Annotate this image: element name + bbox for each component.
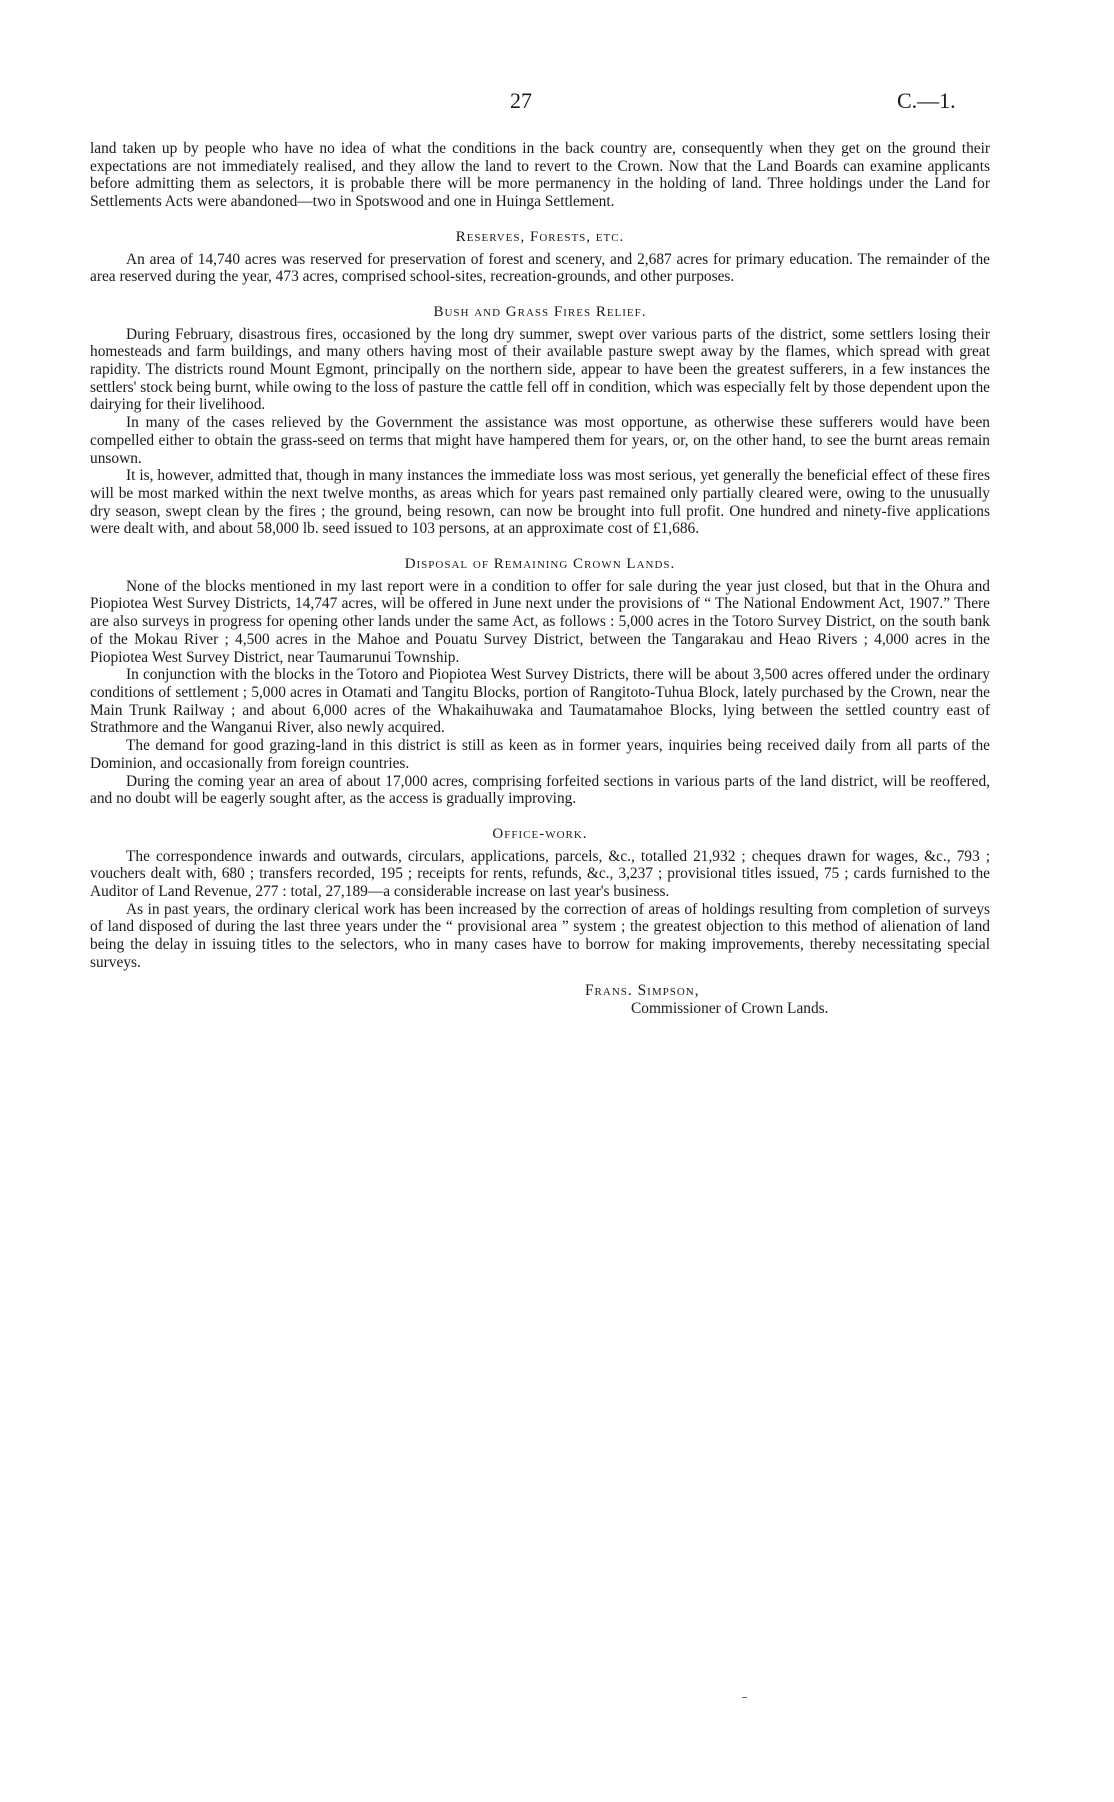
paragraph: In many of the cases relieved by the Government the assistance was most opportune, as otherwise these sufferers would have been compelled either to obtain the grass-seed on terms that might have hampered them for years, or, on the other hand, to see the burnt areas remain unsown. bbox=[90, 414, 990, 467]
opening-paragraph: land taken up by people who have no idea of what the conditions in the back country are, consequently when they get on the ground their expectations are not immediately realised, and they allow the land to revert to the Crown. Now that the Land Boards can examine applicants before admitting them as selectors, it is probable there will be more permanency in the holding of land. Three holdings under the Land for Settlements Acts were abandoned—two in Spotswood and one in Huinga Settlement. bbox=[90, 140, 990, 211]
section-heading-office-work: Office-work. bbox=[492, 825, 588, 842]
scan-mark bbox=[742, 1697, 747, 1698]
paragraph: As in past years, the ordinary clerical work has been increased by the correction of areas of holdings resulting from completion of surveys of land disposed of during the last three years under the “ provisional area ” system ; the greatest objection to this method of alienation of land being the delay in issuing titles to the selectors, who in many cases have to borrow for making improvements, thereby necessitating special surveys. bbox=[90, 900, 990, 971]
paragraph: An area of 14,740 acres was reserved for preservation of forest and scenery, and 2,687 acres for primary education. The remainder of the area reserved during the year, 473 acres, comprised school-sites, recreation-grounds, and other purposes. bbox=[90, 250, 990, 286]
paragraph: It is, however, admitted that, though in many instances the immediate loss was most serious, yet generally the beneficial effect of these fires will be most marked within the next twelve months, as areas which for years past remained only partially cleared were, owing to the unusually dry season, swept clean by the fires ; the ground, being resown, can now be brought into full profit. One hundred and ninety-five applications were dealt with, and about 58,000 lb. seed issued to 103 persons, at an approximate cost of £1,686. bbox=[90, 467, 990, 538]
paragraph: The correspondence inwards and outwards, circulars, applications, parcels, &c., totalled 21,932 ; cheques drawn for wages, &c., 793 ; vouchers dealt with, 680 ; transfers recorded, 195 ; receipts for rents, refunds, &c., 3,237 ; provisional titles issued, 75 ; cards furnished to the Auditor of Land Revenue, 277 : total, 27,189—a considerable increase on last year's business. bbox=[90, 847, 990, 901]
document-reference: C.—1. bbox=[897, 88, 956, 113]
section-heading-reserves: Reserves, Forests, etc. bbox=[455, 228, 625, 245]
signature-block bbox=[585, 982, 990, 1018]
signatory-title: Commissioner of Crown Lands. bbox=[631, 999, 829, 1017]
paragraph: During the coming year an area of about 17,000 acres, comprising forfeited sections in various parts of the land district, will be reoffered, and no doubt will be eagerly sought after, as the access is gradually improving. bbox=[90, 772, 990, 808]
paragraph: None of the blocks mentioned in my last report were in a condition to offer for sale during the year just closed, but that in the Ohura and Piopiotea West Survey Districts, 14,747 acres, will be offered in June next under the provisions of “ The National Endowment Act, 1907.” There are also surveys in progress for opening other lands under the same Act, as follows : 5,000 acres in the Totoro Survey District, on the south bank of the Mokau River ; 4,500 acres in the Mahoe and Pouatu Survey District, between the Tangarakau and Heao Rivers ; 4,000 acres in the Piopiotea West Survey District, near Taumarunui Township. bbox=[90, 577, 990, 666]
section-heading-fires-relief: Bush and Grass Fires Relief. bbox=[433, 303, 647, 320]
paragraph: During February, disastrous fires, occasioned by the long dry summer, swept over various parts of the district, some settlers losing their homesteads and farm buildings, and many others having most of their available pasture swept away by the flames, which spread with great rapidity. The districts round Mount Egmont, principally on the northern side, appear to have been the greatest sufferers, in a few instances the settlers' stock being burnt, while owing to the loss of pasture the cattle fell off in condition, which was especially felt by those dependent upon the dairying for their livelihood. bbox=[90, 325, 990, 414]
report-body bbox=[90, 140, 990, 1018]
paragraph: The demand for good grazing-land in this district is still as keen as in former years, inquiries being received daily from all parts of the Dominion, and occasionally from foreign countries. bbox=[90, 737, 990, 772]
page-header bbox=[0, 88, 1114, 118]
page-number: 27 bbox=[510, 88, 532, 113]
paragraph: In conjunction with the blocks in the Totoro and Piopiotea West Survey Districts, there will be about 3,500 acres offered under the ordinary conditions of settlement ; 5,000 acres in Otamati and Tangitu Blocks, portion of Rangitoto-Tuhua Block, lately purchased by the Crown, near the Main Trunk Railway ; and about 6,000 acres of the Whakaihuwaka and Taumatamahoe Blocks, lying between the settled country east of Strathmore and the Wanganui River, also newly acquired. bbox=[90, 666, 990, 737]
signatory-name: Frans. Simpson, bbox=[585, 981, 700, 999]
section-heading-crown-lands: Disposal of Remaining Crown Lands. bbox=[404, 556, 676, 573]
